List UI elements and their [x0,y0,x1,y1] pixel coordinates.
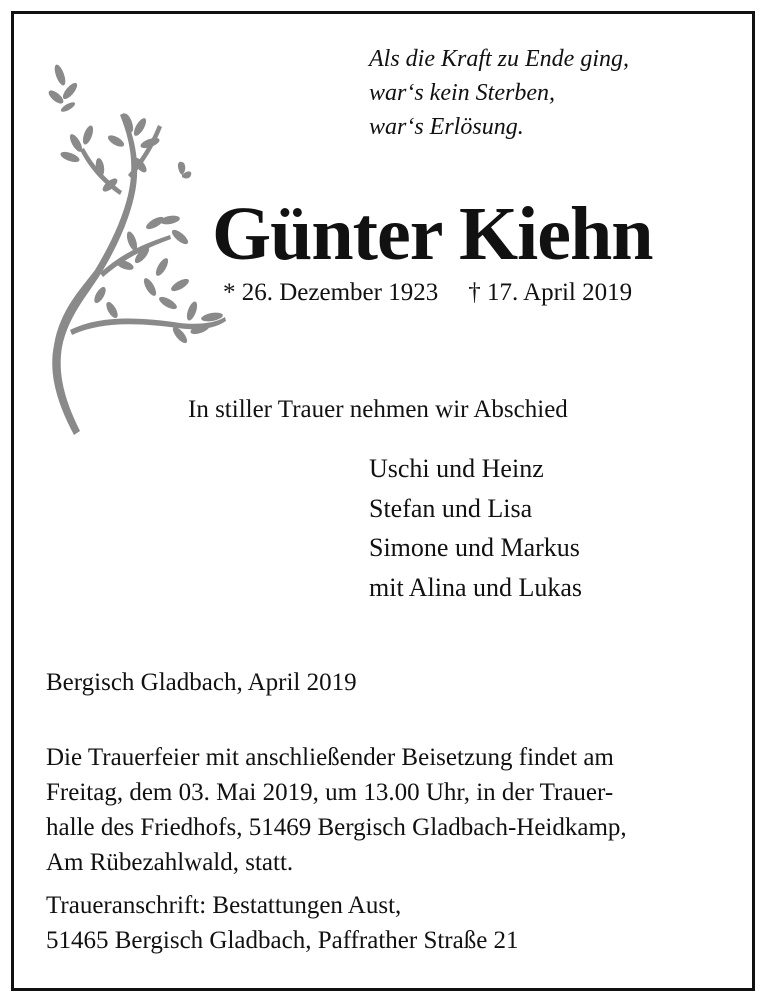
family-member: Simone und Markus [369,533,580,562]
family-member: Uschi und Heinz [369,454,544,483]
quote-line: war‘s Erlösung. [369,114,524,140]
family-member: mit Alina und Lukas [369,572,583,602]
family-member: Stefan und Lisa [369,493,533,523]
quote-line: Als die Kraft zu Ende ging, [369,46,629,72]
ceremony-line: Am Rübezahlwald, statt. [46,849,294,876]
ceremony-line: halle des Friedhofs, 51469 Bergisch Gladbach-Heidkamp, [46,814,627,841]
quote-line: war‘s kein Sterben, [369,80,555,106]
death-date: † 17. April 2019 [468,279,633,306]
place-date: Bergisch Gladbach, April 2019 [46,669,357,696]
family-list [369,449,729,607]
farewell-line: In stiller Trauer nehmen wir Abschied [188,396,568,423]
birth-date: * 26. Dezember 1923 [223,279,439,306]
address-line: Traueranschrift: Bestattungen Aust, [46,892,402,919]
deceased-name: Günter Kiehn [212,192,653,276]
mourning-address [46,888,736,958]
ceremony-line: Freitag, dem 03. Mai 2019, um 13.00 Uhr, in der Trauer- [46,779,614,806]
life-dates [223,276,723,310]
ceremony-line: Die Trauerfeier mit anschließender Beisetzung findet am [46,744,614,771]
quote-verse [369,42,709,144]
address-line: 51465 Bergisch Gladbach, Paffrather Straße 21 [46,927,519,954]
ceremony-notice [46,740,736,880]
tree-branch-icon [40,55,240,440]
